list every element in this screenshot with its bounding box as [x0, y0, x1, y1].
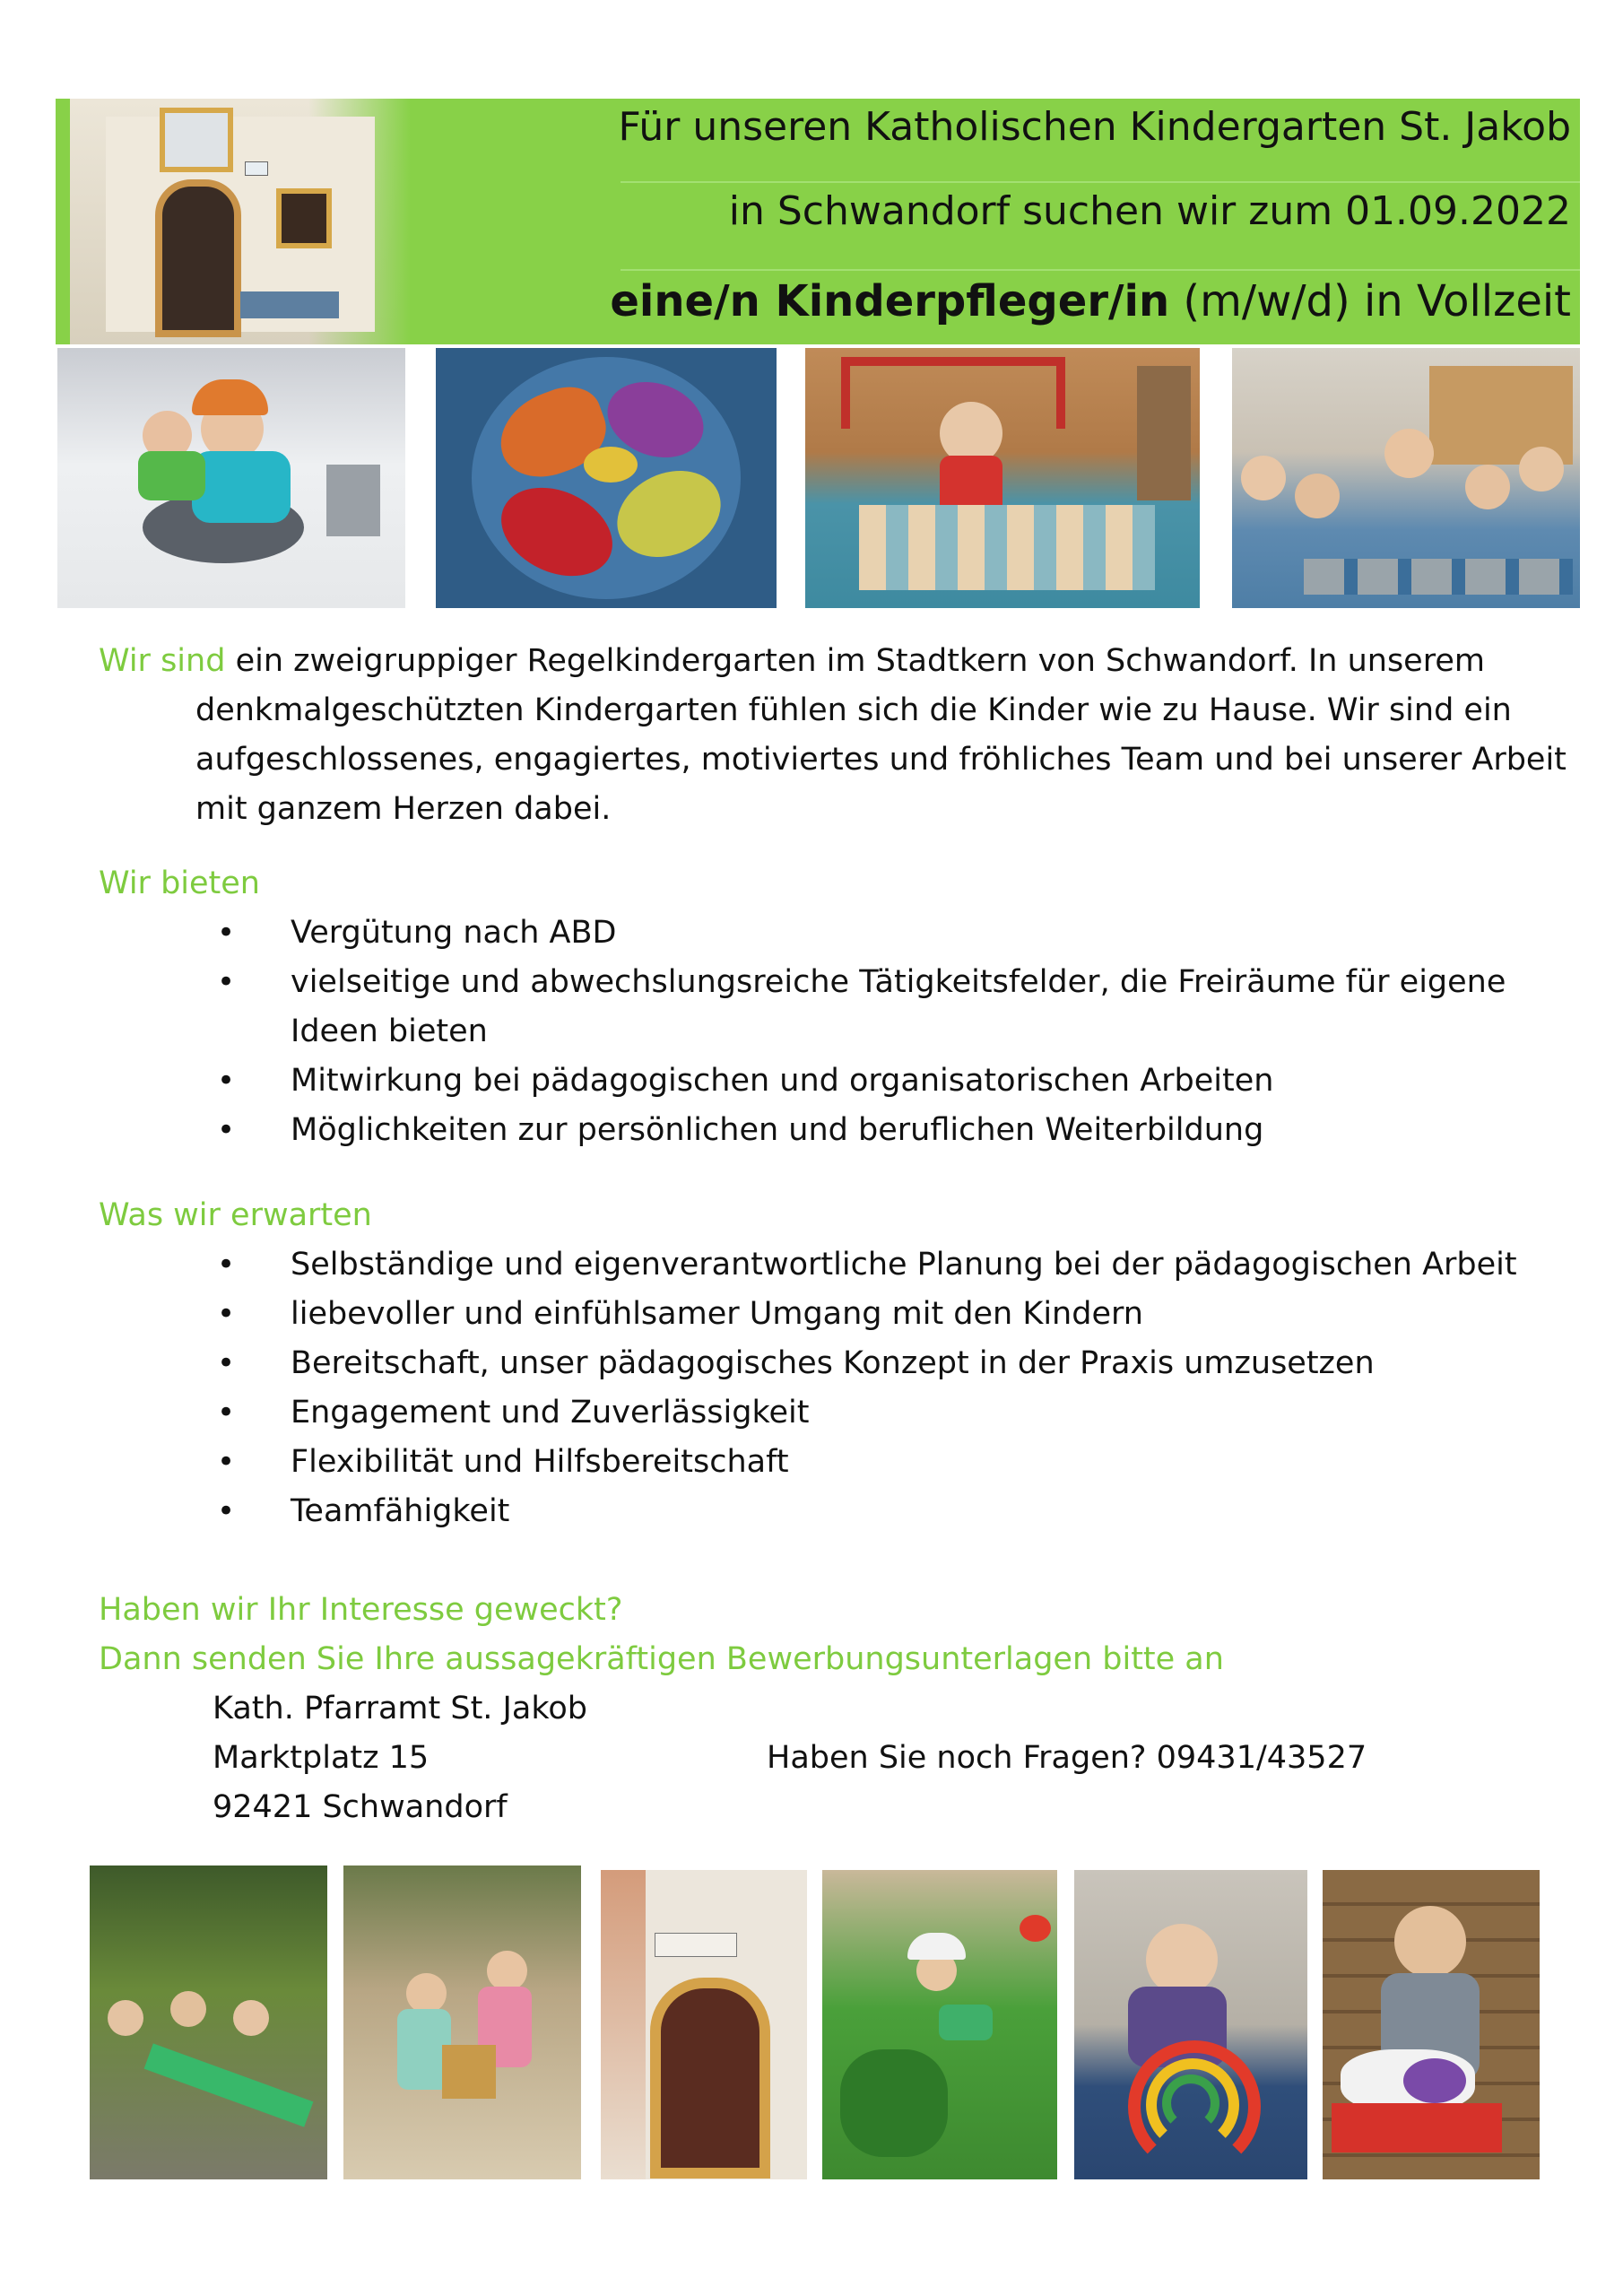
list-item: • liebevoller und einfühlsamer Umgang mit den Kindern	[291, 1290, 1578, 1339]
job-title-suffix: (m/w/d) in Vollzeit	[1169, 276, 1571, 326]
header-line-2: in Schwandorf suchen wir zum 01.09.2022	[728, 188, 1571, 234]
job-title	[610, 276, 1571, 326]
contact-name: Kath. Pfarramt St. Jakob	[213, 1691, 587, 1726]
photo-mandala-rug	[436, 348, 777, 608]
contact-street: Marktplatz 15	[213, 1740, 430, 1776]
intro-text: denkmalgeschützten Kindergarten fühlen sich die Kinder wie zu Hause. Wir sind ein aufgeschlossenes, engagiertes, motiviertes und fröhliches Team und bei unserer Arbeit mit ganzem Herzen dabei.	[195, 692, 1567, 827]
photo-garden-watering	[822, 1870, 1057, 2179]
offer-title: Wir bieten	[99, 865, 260, 901]
contact-address	[99, 1684, 1578, 1832]
kindergarten-building-photo	[70, 99, 411, 344]
photo-rainbow-toy	[1074, 1870, 1307, 2179]
contact-city: 92421 Schwandorf	[213, 1789, 508, 1825]
photo-block-building	[805, 348, 1200, 608]
list-item: • Bereitschaft, unser pädagogisches Konzept in der Praxis umzusetzen	[291, 1339, 1578, 1388]
list-item: • Flexibilität und Hilfsbereitschaft	[291, 1438, 1578, 1487]
list-item: • Möglichkeiten zur persönlichen und beruflichen Weiterbildung	[291, 1106, 1578, 1155]
offer-list	[99, 909, 1578, 1155]
photo-children-circle	[1232, 348, 1580, 608]
list-item: • Mitwirkung bei pädagogischen und organisatorischen Arbeiten	[291, 1057, 1578, 1106]
header-banner	[56, 99, 1580, 344]
expect-list	[99, 1240, 1578, 1536]
photo-outdoor-water-play	[90, 1866, 327, 2179]
list-item: • Vergütung nach ABD	[291, 909, 1578, 958]
list-item: • vielseitige und abwechslungsreiche Tätigkeitsfelder, die Freiräume für eigene Ideen bieten	[291, 958, 1578, 1057]
intro-lead: Wir sind	[99, 643, 226, 679]
photo-sandbox-play	[343, 1866, 581, 2179]
intro-first-line: Wir sind ein zweigruppiger Regelkindergarten im Stadtkern von Schwandorf. In unserem	[99, 643, 1485, 679]
photo-building-entrance	[601, 1870, 807, 2179]
list-item: • Selbständige und eigenverantwortliche Planung bei der pädagogischen Arbeit	[291, 1240, 1578, 1290]
contact-phone: Haben Sie noch Fragen? 09431/43527	[767, 1740, 1367, 1776]
header-line-1: Für unseren Katholischen Kindergarten St. Jakob	[618, 104, 1571, 150]
list-item: • Engagement und Zuverlässigkeit	[291, 1388, 1578, 1438]
job-title-bold: eine/n Kinderpfleger/in	[610, 276, 1170, 326]
main-content	[99, 637, 1578, 1832]
apply-instruction: Dann senden Sie Ihre aussagekräftigen Bewerbungsunterlagen bitte an	[99, 1641, 1224, 1677]
expect-title: Was wir erwarten	[99, 1197, 372, 1233]
apply-question: Haben wir Ihr Interesse geweckt?	[99, 1592, 623, 1628]
photo-sledding-children	[57, 348, 405, 608]
list-item: • Teamfähigkeit	[291, 1487, 1578, 1536]
photo-child-flowers	[1323, 1870, 1540, 2179]
